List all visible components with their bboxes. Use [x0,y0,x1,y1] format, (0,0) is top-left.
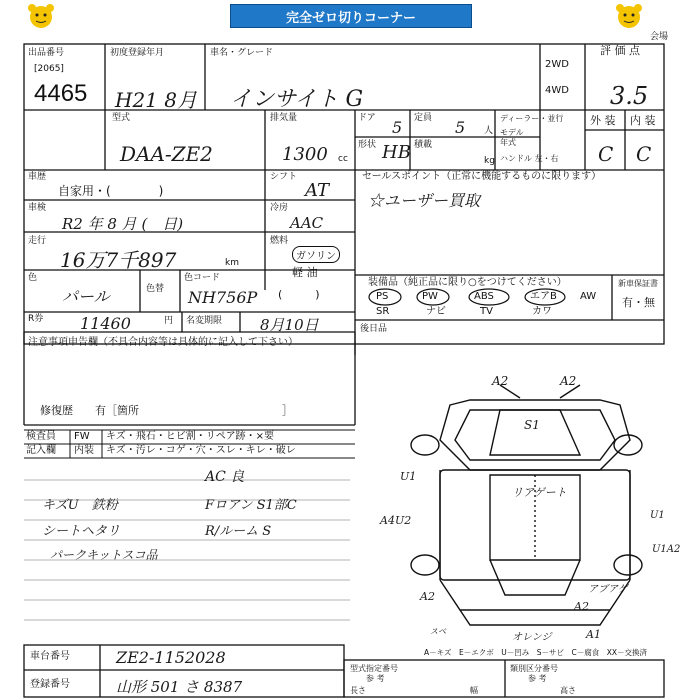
reg-value: H21 8月 [115,88,197,112]
mark-a2-bottom: A2 [420,590,435,603]
checker-label: 検査員 [26,431,56,442]
model-label: 型式 [112,113,131,123]
fuel-diesel: 軽 油 [292,266,318,279]
grade-value: 3.5 [610,82,649,110]
dealer-label: ディーラー・並行 [500,114,564,123]
shift-label: シフト [270,172,298,182]
interior-label: 内 装 [630,114,656,127]
remark-5: R/ルーム S [205,524,272,539]
lot-sub: [2065] [34,64,64,74]
color-change-label: 色替 [146,284,165,294]
remark-6: パークキットスコ品 [50,548,158,562]
seats-label: 定員 [414,113,433,123]
recycle-value: 11460 [80,314,131,333]
color-code: NH756P [188,288,258,307]
exterior-grade: C [598,142,614,166]
car-value: インサイト G [230,87,364,112]
bottom-height: 高さ [560,686,576,695]
recycle-label: R券 [28,314,44,324]
bottom-type-label: 型式指定番号 [350,664,398,673]
later-items-label: 後日品 [360,324,388,334]
remark-3: Fロアン S1部C [205,498,297,513]
mileage-unit: km [225,258,239,268]
mark-a1: A1 [586,628,601,641]
engine-unit: cc [338,154,348,164]
interior-grade: C [636,142,652,166]
bottom-class-label: 類別区分番号 [510,664,558,673]
mark-orange: オレンジ [512,632,552,643]
mark-s1: S1 [524,418,540,432]
equip-ps: PS [376,291,389,302]
bottom-ref-1: 参 考 [366,674,385,683]
mileage-value: 16万7千897 [60,248,177,272]
equip-airbag: エアB [530,291,557,302]
mark-sube: スベ [430,627,446,636]
plate-value: 山形 501 さ 8387 [116,678,243,696]
lot-number: 4465 [34,80,88,107]
drive-4wd: 4WD [545,85,569,96]
equip-label: 装備品（純正品に限り○をつけてください） [368,277,567,288]
frame-value: ZE2-1152028 [116,648,226,667]
engine-value: 1300 [282,144,328,165]
reg-label: 初度登録年月 [110,48,165,58]
mark-u1-right: U1 [650,510,665,521]
remark-2: キズU 鉄粉 [42,498,118,513]
shape-label: 形状 [358,140,377,150]
mark-a2-front: A2 [574,600,589,613]
mark-u1a2: U1A2 [652,544,681,555]
fuel-gas: ガソリン [292,246,340,263]
mark-bumper: アブアゲ [588,584,628,595]
writer-label: 記入欄 [26,445,56,456]
exterior-label: 外 装 [590,114,616,127]
equip-aw: AW [580,291,597,302]
inspection-value: R2 年 8 月 ( 日) [62,215,184,233]
history-label: 車歴 [28,172,47,182]
ac-value: AAC [290,214,324,232]
warranty-value: 有・無 [622,296,655,309]
lot-label: 出品番号 [28,48,65,58]
remark-1: AC 良 [205,469,245,485]
load-label: 積載 [414,140,433,150]
remark-4: シートヘタリ [42,524,121,539]
bottom-width: 幅 [470,686,478,695]
legend-text: A－キズ E－エクボ U－凹み S－サビ C－腐食 XX－交換済 [424,648,647,657]
sales-label: セールスポイント（正常に機能するものに限ります） [362,171,602,182]
banner-title: 完全ゼロ切りコーナー [230,4,472,28]
equip-pw: PW [422,291,438,302]
frame-label: 車台番号 [30,651,70,662]
mark-rear: リアゲート [512,486,567,499]
modelyear-label-1: モデル [500,128,524,137]
history-value: 自家用・( ) [58,184,164,198]
repair-history: 修復歴 有［箇所 ］ [40,404,293,417]
mark-a2-right: A2 [560,374,577,388]
equip-abs: ABS [474,291,494,302]
checker-v2: キズ・飛石・ヒビ割・リペア跡・×要 [106,431,274,442]
sales-value: ☆ユーザー買取 [368,191,481,210]
shift-value: AT [305,180,330,201]
inspection-label: 車検 [28,203,47,213]
mark-a4u2: A4U2 [380,514,412,527]
mark-u1-left: U1 [400,470,417,483]
namechange-label: 名変期限 [186,316,223,326]
mark-a2-left: A2 [492,374,509,388]
writer-v2: キズ・汚レ・コゲ・穴・スレ・キレ・破レ [106,445,296,456]
fuel-other: ( ) [278,288,320,301]
recycle-unit: 円 [164,316,174,326]
fuel-label: 燃料 [270,236,289,246]
car-label: 車名・グレード [210,48,274,58]
equip-tv: TV [480,306,493,317]
color-code-label: 色コード [184,273,221,283]
namechange-value: 8月10日 [260,316,319,334]
handle-label: ハンドル 左・右 [500,154,559,163]
color-label: 色 [28,273,38,283]
plate-label: 登録番号 [30,679,70,690]
equip-leather: カワ [532,306,552,317]
shape-value: HB [382,142,411,163]
seats-unit: 人 [484,126,494,136]
writer-v1: 内装 [74,445,94,456]
engine-label: 排気量 [270,113,298,123]
ac-label: 冷房 [270,203,289,213]
grade-label: 評 価 点 [600,44,640,57]
equip-sr: SR [376,306,390,317]
bottom-length: 長さ [350,686,366,695]
warranty-label: 新車保証書 [618,279,658,288]
doors-value: 5 [392,118,403,137]
bottom-ref-2: 参 考 [528,674,547,683]
equip-navi: ナビ [426,306,446,317]
mileage-label: 走行 [28,236,47,246]
venue-label: 会場 [650,32,669,42]
notes-label: 注意事項申告欄（不具合内容等は具体的に記入して下さい） [28,337,298,348]
checker-v1: FW [74,431,90,442]
modelyear-label-2: 年式 [500,138,516,147]
drive-2wd: 2WD [545,59,569,70]
model-value: DAA-ZE2 [120,142,213,166]
doors-label: ドア [358,113,376,123]
seats-value: 5 [455,118,466,137]
load-unit: kg [484,156,495,166]
color-value: パール [62,287,110,306]
